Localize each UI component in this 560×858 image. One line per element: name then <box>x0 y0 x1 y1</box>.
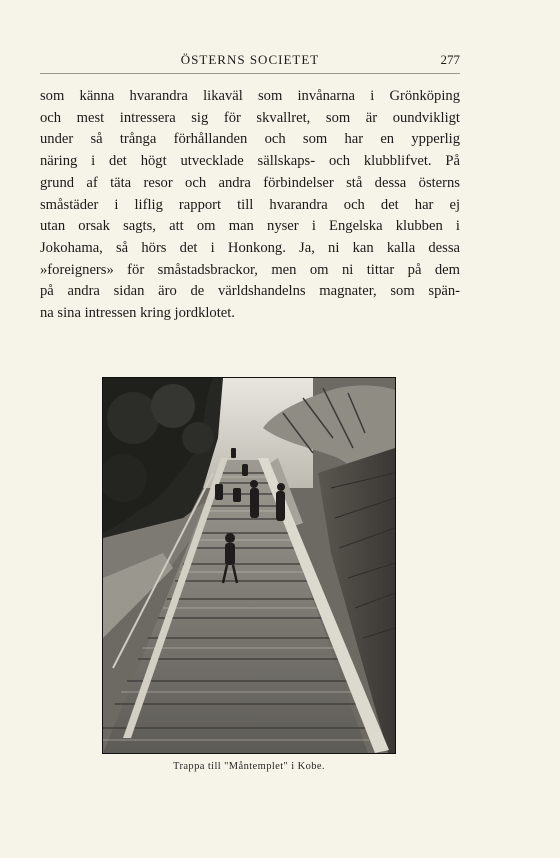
text-line: grund af täta resor och andra förbindelser stå dessa österns <box>40 174 460 191</box>
body-paragraph <box>40 86 460 325</box>
text-line: under så trånga förhållanden och som har en ypperlig <box>40 131 460 148</box>
photo-figure <box>102 377 396 754</box>
text-line: som känna hvarandra likaväl som invånarna i Grönköping <box>40 88 460 104</box>
figure-caption: Trappa till "Måntemplet" i Kobe. <box>173 761 325 772</box>
text-line: utan orsak sagts, att om man nyser i Engelska klubben i <box>40 218 460 235</box>
text-line: näring i det högt utvecklade sällskaps- och klubblifvet. På <box>40 153 460 170</box>
text-line: na sina intressen kring jordklotet. <box>40 305 235 322</box>
stairway-photo <box>103 378 395 753</box>
running-head: ÖSTERNS SOCIETET <box>180 52 320 67</box>
page-header <box>40 52 460 70</box>
text-line: småstäder i liflig rapport till hvarandra och det har ej <box>40 196 460 213</box>
text-line: och mest intressera sig för skvallret, som är oundvikligt <box>40 109 460 126</box>
text-line: »foreigners» för småstadsbrackor, men om ni tittar på dem <box>40 261 460 278</box>
text-line: Jokohama, så hörs det i Honkong. Ja, ni kan kalla dessa <box>40 239 460 256</box>
text-line: på andra sidan äro de världshandelns magnater, som spän- <box>40 283 460 300</box>
page-number: 277 <box>440 52 460 67</box>
header-rule <box>40 73 460 74</box>
